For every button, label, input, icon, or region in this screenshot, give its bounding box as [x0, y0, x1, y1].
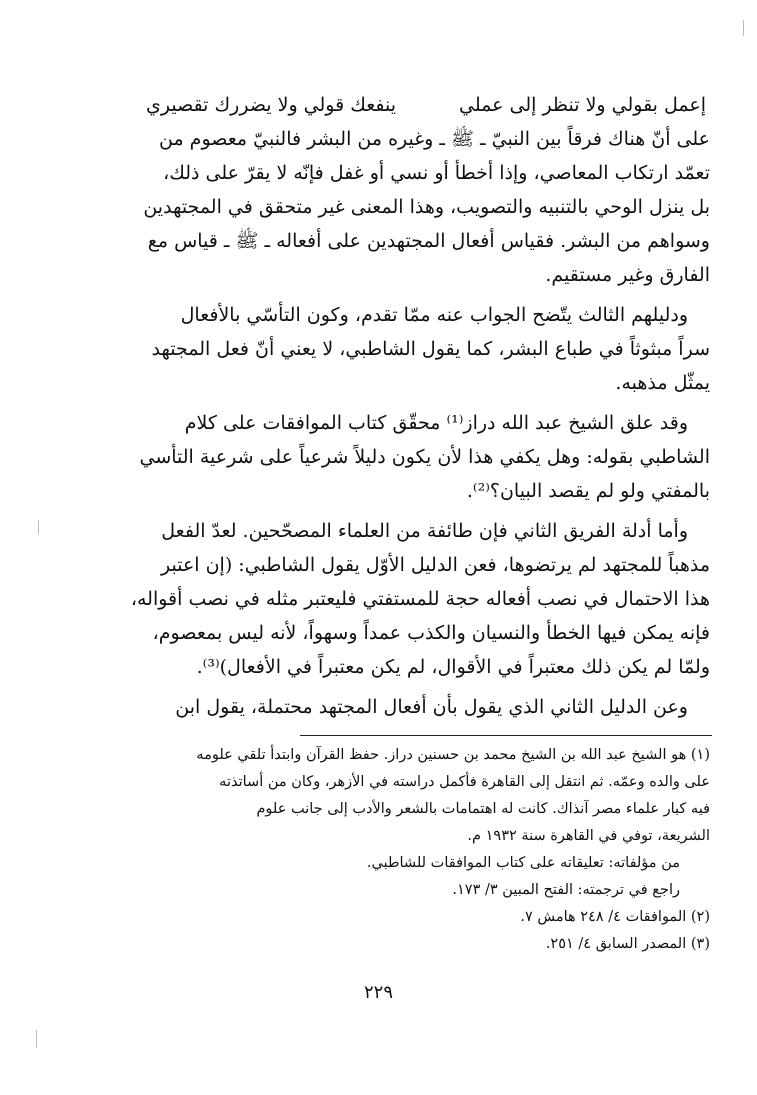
text-line: وعن الدليل الثاني الذي يقول بأن أفعال المجتهد محتملة، يقول ابن	[175, 696, 688, 718]
text-line: سراً مبثوثاً في طباع البشر، كما يقول الشاطبي، لا يعني أنّ فعل المجتهد	[151, 338, 710, 360]
text-line: بالمفتي ولو لم يقصد البيان؟⁽²⁾.	[466, 480, 710, 502]
paragraph-3	[118, 406, 710, 508]
text-line: وسواهم من البشر. فقياس أفعال المجتهدين على أفعاله ـ ﷺ ـ قياس مع	[147, 230, 710, 252]
text-line: مذهباً للمجتهد لم يرتضوها، فعن الدليل الأوّل يقول الشاطبي: (إن اعتبر	[161, 554, 710, 576]
footnote-divider	[300, 735, 712, 736]
text-line: وقد علق الشيخ عبد الله دراز⁽¹⁾ محقّق كتاب الموافقات على كلام	[184, 412, 688, 434]
text-line: ودليلهم الثالث يتّضح الجواب عنه ممّا تقدم، وكون التأسّي بالأفعال	[180, 304, 688, 326]
verse-line	[146, 88, 710, 122]
text-line: ولمّا لم يكن ذلك معتبراً في الأقوال، لم يكن معتبراً في الأفعال)⁽³⁾.	[196, 656, 710, 678]
text-line: الشاطبي بقوله: وهل يكفي هذا لأن يكون دليلاً شرعياً على شرعية التأسي	[139, 446, 710, 468]
text-line: بل ينزل الوحي بالتنبيه والتصويب، وهذا المعنى غير متحقق في المجتهدين	[143, 196, 710, 218]
text-line: تعمّد ارتكاب المعاصي، وإذا أخطأ أو نسي أو غفل فإنّه لا يقرّ على ذلك،	[163, 162, 710, 184]
verse-second-half: ينفعك قولي ولا يضررك تقصيري	[146, 94, 397, 116]
scan-mark	[38, 520, 39, 534]
text-line: الفارق وغير مستقيم.	[545, 264, 710, 286]
paragraph-1	[118, 122, 710, 292]
scan-mark	[36, 1030, 37, 1048]
text-line: فإنه يمكن فيها الخطأ والنسيان والكذب عمداً وسهواً، لأنه ليس بمعصوم،	[152, 622, 710, 644]
text-line: هذا الاحتمال في نصب أفعاله حجة للمستفتي فليعتبر مثله في نصب أقواله،	[130, 588, 710, 610]
text-line: على أنّ هناك فرقاً بين النبيّ ـ ﷺ ـ وغيره من البشر فالنبيّ معصوم من	[159, 128, 710, 150]
footnote-line: (١) هو الشيخ عبد الله بن الشيخ محمد بن حسنين دراز. حفظ القرآن وابتدأ تلقي علومه	[196, 747, 710, 763]
main-text	[118, 88, 710, 724]
footnote-line: على والده وعمّه. ثم انتقل إلى القاهرة فأكمل دراسته في الأزهر، وكان من أساتذته	[219, 774, 710, 790]
text-line: يمثّل مذهبه.	[615, 372, 710, 394]
scan-mark	[743, 20, 744, 36]
verse-first-half: إعمل بقولي ولا تنظر إلى عملي	[459, 94, 706, 116]
paragraph-2	[118, 298, 710, 400]
page-number: ٢٢٩	[363, 982, 393, 1003]
footnote-line: فيه كبار علماء مصر آنذاك. كانت له اهتمامات بالشعر والأدب إلى جانب علوم	[256, 801, 710, 817]
footnotes	[118, 742, 710, 958]
footnote-line: راجع في ترجمته: الفتح المبين ٣/ ١٧٣.	[452, 882, 680, 898]
paragraph-5	[118, 690, 710, 724]
footnote-line: من مؤلفاته: تعليقاته على كتاب الموافقات للشاطبي.	[366, 855, 680, 871]
footnote-line: (٣) المصدر السابق ٤/ ٢٥١.	[545, 936, 710, 952]
text-line: وأما أدلة الفريق الثاني فإن طائفة من العلماء المصحّحين. لعدّ الفعل	[161, 520, 688, 542]
paragraph-4	[118, 514, 710, 684]
footnote-line: الشريعة، توفي في القاهرة سنة ١٩٣٢ م.	[467, 828, 710, 844]
footnote-line: (٢) الموافقات ٤/ ٢٤٨ هامش ٧.	[520, 909, 710, 925]
